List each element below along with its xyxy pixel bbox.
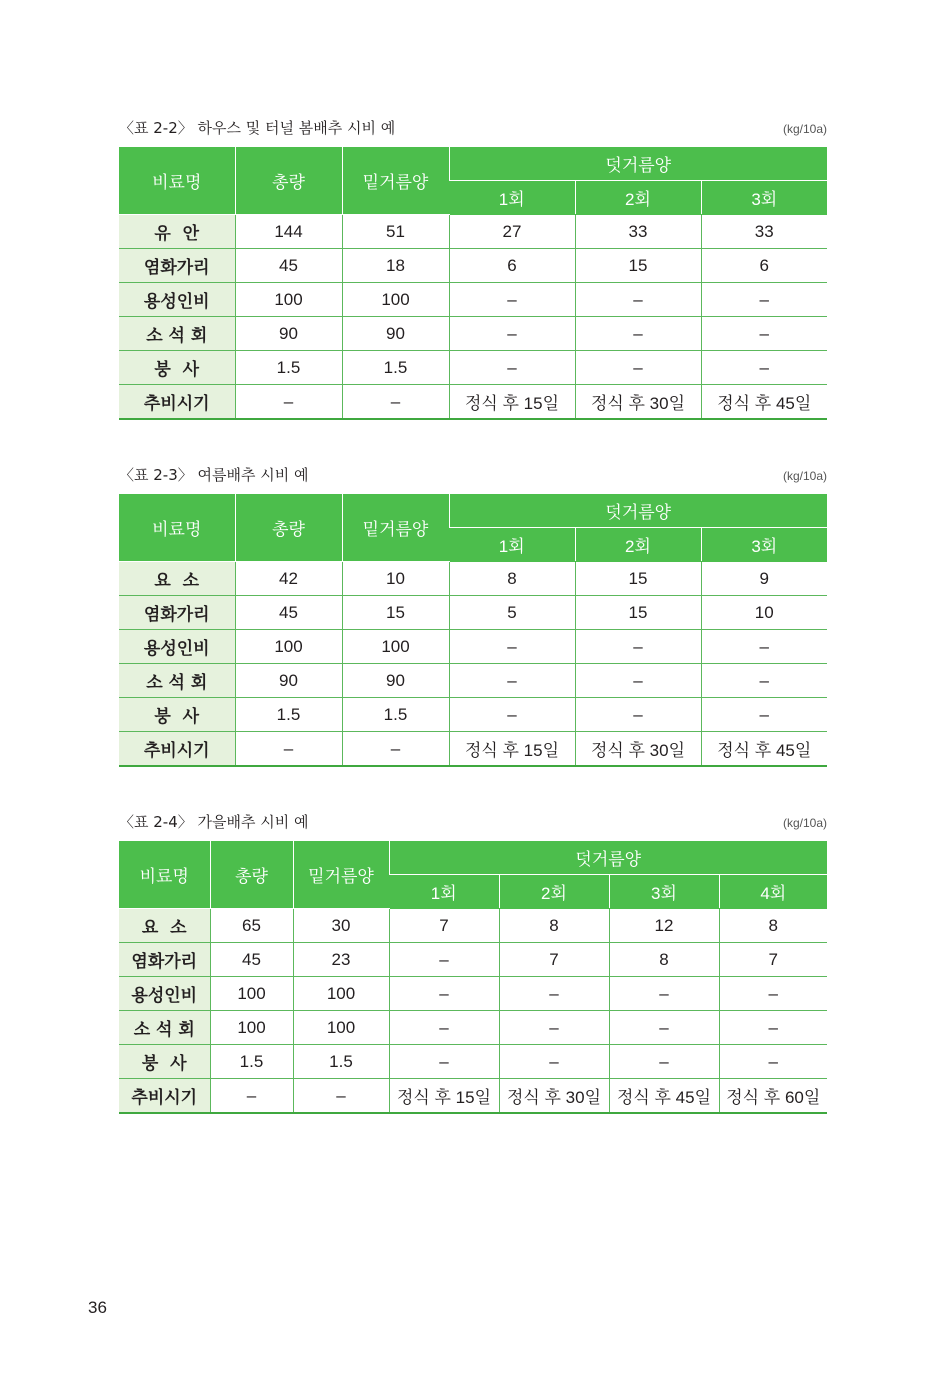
cell: – [499, 977, 609, 1011]
table-row [119, 317, 827, 351]
row-label: 염화가리 [119, 249, 235, 283]
table-row [119, 596, 827, 630]
cell: 33 [575, 215, 701, 249]
row-label: 요 소 [119, 909, 210, 943]
cell: – [389, 977, 499, 1011]
cell: 30 [293, 909, 389, 943]
cell: 12 [609, 909, 719, 943]
cell: 45 [235, 249, 342, 283]
cell: – [342, 732, 449, 767]
header-fertilizer-name: 비료명 [119, 494, 235, 562]
cell: – [575, 698, 701, 732]
cell: – [389, 943, 499, 977]
table-row [119, 283, 827, 317]
cell: – [293, 1079, 389, 1114]
table-row [119, 630, 827, 664]
cell: – [575, 317, 701, 351]
cell: – [575, 283, 701, 317]
header-top-dressing: 덧거름양 [449, 494, 827, 528]
row-label: 요 소 [119, 562, 235, 596]
cell: 33 [701, 215, 827, 249]
cell: 8 [609, 943, 719, 977]
cell: – [701, 630, 827, 664]
cell: 100 [210, 977, 293, 1011]
cell: 정식 후 30일 [575, 385, 701, 420]
header-round: 1회 [449, 181, 575, 215]
cell: – [235, 385, 342, 420]
table-row [119, 215, 827, 249]
header-base: 밑거름양 [342, 147, 449, 215]
table-caption: 〈표 2-3〉 여름배추 시비 예 [119, 466, 309, 484]
cell: – [719, 977, 827, 1011]
header-base: 밑거름양 [293, 841, 389, 909]
cell: – [389, 1045, 499, 1079]
header-top-dressing: 덧거름양 [449, 147, 827, 181]
cell: 1.5 [342, 698, 449, 732]
cell: 정식 후 15일 [449, 732, 575, 767]
cell: 정식 후 15일 [449, 385, 575, 420]
table-unit: (kg/10a) [782, 122, 827, 136]
cell: 6 [701, 249, 827, 283]
cell: 정식 후 45일 [701, 385, 827, 420]
header-total: 총량 [210, 841, 293, 909]
table-row [119, 732, 827, 767]
cell: 8 [499, 909, 609, 943]
cell: 90 [342, 664, 449, 698]
cell: – [449, 283, 575, 317]
cell: – [719, 1045, 827, 1079]
cell: – [449, 698, 575, 732]
cell: 10 [701, 596, 827, 630]
cell: – [701, 698, 827, 732]
table-2-3-caption-row [119, 464, 827, 485]
row-label: 용성인비 [119, 630, 235, 664]
cell: 100 [235, 283, 342, 317]
header-fertilizer-name: 비료명 [119, 841, 210, 909]
cell: 15 [342, 596, 449, 630]
header-round: 3회 [609, 875, 719, 909]
cell: 정식 후 15일 [389, 1079, 499, 1114]
cell: 144 [235, 215, 342, 249]
cell: 51 [342, 215, 449, 249]
header-fertilizer-name: 비료명 [119, 147, 235, 215]
cell: – [389, 1011, 499, 1045]
table-unit: (kg/10a) [782, 469, 827, 483]
row-label: 염화가리 [119, 596, 235, 630]
row-label: 추비시기 [119, 732, 235, 767]
cell: 1.5 [293, 1045, 389, 1079]
table-row [119, 249, 827, 283]
cell: – [701, 283, 827, 317]
table-2-2-caption-row [119, 117, 827, 138]
cell: 100 [293, 1011, 389, 1045]
cell: – [575, 664, 701, 698]
cell: 100 [342, 283, 449, 317]
cell: – [210, 1079, 293, 1114]
row-label: 소 석 회 [119, 317, 235, 351]
cell: – [575, 351, 701, 385]
cell: 15 [575, 562, 701, 596]
page-number: 36 [88, 1298, 107, 1317]
cell: – [575, 630, 701, 664]
row-label: 용성인비 [119, 283, 235, 317]
cell: 8 [719, 909, 827, 943]
table-row [119, 909, 827, 943]
table-row [119, 977, 827, 1011]
table-2-4 [119, 841, 827, 1114]
table-row [119, 562, 827, 596]
header-round: 4회 [719, 875, 827, 909]
cell: – [719, 1011, 827, 1045]
header-total: 총량 [235, 147, 342, 215]
row-label: 추비시기 [119, 385, 235, 420]
cell: 7 [389, 909, 499, 943]
cell: 10 [342, 562, 449, 596]
cell: 8 [449, 562, 575, 596]
cell: – [449, 317, 575, 351]
cell: – [449, 351, 575, 385]
cell: 65 [210, 909, 293, 943]
cell: – [609, 1045, 719, 1079]
cell: 정식 후 60일 [719, 1079, 827, 1114]
table-2-3 [119, 494, 827, 767]
cell: 1.5 [235, 698, 342, 732]
header-base: 밑거름양 [342, 494, 449, 562]
cell: 100 [342, 630, 449, 664]
table-unit: (kg/10a) [782, 816, 827, 830]
cell: – [609, 977, 719, 1011]
cell: 15 [575, 249, 701, 283]
header-round: 2회 [575, 181, 701, 215]
cell: 정식 후 45일 [609, 1079, 719, 1114]
table-2-2 [119, 147, 827, 420]
cell: – [609, 1011, 719, 1045]
header-round: 2회 [499, 875, 609, 909]
row-label: 염화가리 [119, 943, 210, 977]
row-label: 소 석 회 [119, 1011, 210, 1045]
row-label: 붕 사 [119, 1045, 210, 1079]
row-label: 붕 사 [119, 351, 235, 385]
cell: – [701, 351, 827, 385]
cell: 15 [575, 596, 701, 630]
cell: 45 [210, 943, 293, 977]
cell: 18 [342, 249, 449, 283]
cell: 42 [235, 562, 342, 596]
table-row [119, 1045, 827, 1079]
cell: 100 [293, 977, 389, 1011]
table-caption: 〈표 2-2〉 하우스 및 터널 봄배추 시비 예 [119, 119, 396, 137]
table-row [119, 1011, 827, 1045]
cell: 100 [210, 1011, 293, 1045]
header-round: 3회 [701, 528, 827, 562]
cell: 45 [235, 596, 342, 630]
header-round: 3회 [701, 181, 827, 215]
cell: 6 [449, 249, 575, 283]
cell: 23 [293, 943, 389, 977]
table-row [119, 698, 827, 732]
cell: 5 [449, 596, 575, 630]
cell: – [449, 630, 575, 664]
table-caption: 〈표 2-4〉 가을배추 시비 예 [119, 813, 309, 831]
cell: 9 [701, 562, 827, 596]
cell: 27 [449, 215, 575, 249]
row-label: 추비시기 [119, 1079, 210, 1114]
cell: – [342, 385, 449, 420]
cell: 90 [235, 664, 342, 698]
header-round: 1회 [389, 875, 499, 909]
cell: – [701, 664, 827, 698]
row-label: 용성인비 [119, 977, 210, 1011]
cell: 7 [719, 943, 827, 977]
table-row [119, 385, 827, 420]
header-top-dressing: 덧거름양 [389, 841, 827, 875]
table-row [119, 664, 827, 698]
cell: 100 [235, 630, 342, 664]
cell: 7 [499, 943, 609, 977]
header-round: 1회 [449, 528, 575, 562]
cell: – [235, 732, 342, 767]
cell: 1.5 [342, 351, 449, 385]
row-label: 붕 사 [119, 698, 235, 732]
cell: – [449, 664, 575, 698]
table-row [119, 943, 827, 977]
table-2-4-caption-row [119, 811, 827, 832]
header-round: 2회 [575, 528, 701, 562]
cell: 90 [342, 317, 449, 351]
cell: – [499, 1011, 609, 1045]
table-row [119, 351, 827, 385]
cell: 90 [235, 317, 342, 351]
cell: 1.5 [210, 1045, 293, 1079]
row-label: 유 안 [119, 215, 235, 249]
cell: 정식 후 45일 [701, 732, 827, 767]
header-total: 총량 [235, 494, 342, 562]
cell: – [701, 317, 827, 351]
cell: – [499, 1045, 609, 1079]
cell: 1.5 [235, 351, 342, 385]
row-label: 소 석 회 [119, 664, 235, 698]
cell: 정식 후 30일 [499, 1079, 609, 1114]
table-row [119, 1079, 827, 1114]
cell: 정식 후 30일 [575, 732, 701, 767]
